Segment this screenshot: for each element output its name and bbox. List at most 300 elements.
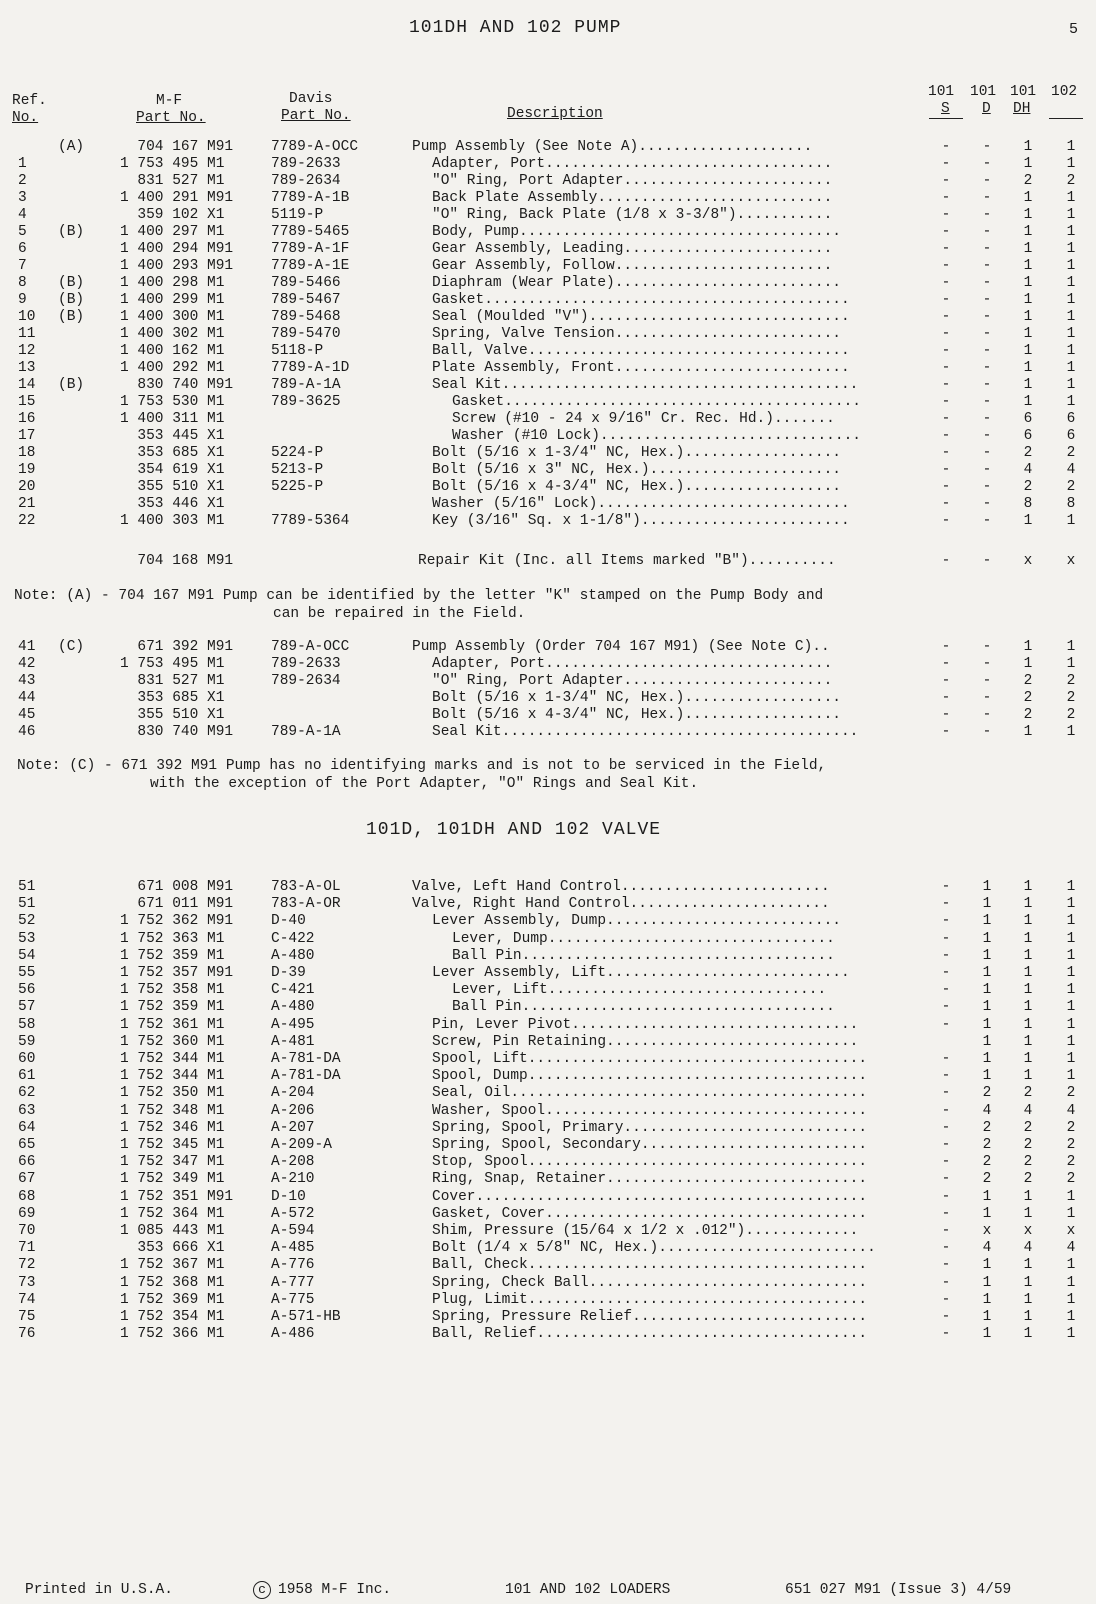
model-header-101s-bottom: S [941, 101, 950, 117]
qty-101dh: 1 [1023, 1326, 1033, 1343]
qty-101dh: 1 [1023, 1188, 1033, 1205]
qty-101s: - [941, 360, 951, 376]
qty-102: 1 [1066, 1205, 1076, 1222]
description: Valve, Right Hand Control....................... [412, 896, 830, 913]
qty-101s: - [941, 173, 951, 189]
davis-part-number: 7789-A-1E [271, 258, 350, 274]
qty-102: 1 [1066, 343, 1076, 359]
qty-101s: - [941, 428, 951, 444]
ref-number: 59 [18, 1033, 36, 1050]
ref-number: 2 [18, 173, 27, 189]
davis-part-number: A-206 [271, 1102, 315, 1119]
qty-101s: - [941, 1051, 951, 1067]
qty-101s: - [941, 1137, 951, 1153]
qty-101d: - [982, 673, 992, 689]
davis-part-number: 783-A-OR [271, 896, 341, 913]
mf-part-number: 830 740 M91 [120, 377, 234, 393]
qty-101dh: 8 [1023, 496, 1033, 512]
qty-101s: - [941, 1240, 951, 1257]
qty-102: 4 [1066, 462, 1076, 478]
mf-part-number: 1 753 530 M1 [120, 394, 225, 410]
model-header-102-top: 102 [1051, 84, 1078, 100]
table-row [0, 1017, 1096, 1034]
description: Screw, Pin Retaining............................. [432, 1033, 859, 1050]
model-header-101s-top: 101 [928, 84, 955, 100]
description: Diaphram (Wear Plate).......................... [432, 275, 841, 291]
mf-part-number: 353 445 X1 [120, 428, 225, 444]
qty-101d: - [982, 156, 992, 172]
qty-101s: - [941, 139, 951, 155]
ref-qualifier: (B) [58, 377, 85, 393]
mf-part-number: 1 752 348 M1 [120, 1102, 225, 1119]
mf-part-number: 353 685 X1 [120, 445, 225, 461]
qty-101d: 1 [982, 1274, 992, 1291]
ref-number: 54 [18, 947, 36, 964]
davis-part-number: 7789-5364 [271, 513, 350, 529]
description: Washer (#10 Lock).............................. [452, 428, 861, 444]
qty-101dh: 1 [1023, 896, 1033, 913]
ref-number: 19 [18, 462, 36, 478]
qty-101dh: 1 [1023, 360, 1033, 376]
description: Gear Assembly, Follow......................... [432, 258, 833, 274]
ref-number: 5 [18, 224, 27, 240]
table-row [0, 343, 1096, 360]
qty-101dh: 1 [1023, 1309, 1033, 1325]
ref-number: 51 [18, 879, 36, 895]
ref-number: 20 [18, 479, 36, 495]
qty-101s: - [941, 496, 951, 512]
qty-101d: 1 [982, 879, 992, 895]
qty-102: 1 [1066, 656, 1076, 672]
issue-number: 651 027 M91 (Issue 3) 4/59 [785, 1582, 1012, 1598]
qty-102: 1 [1066, 1051, 1076, 1067]
davis-part-number: A-208 [271, 1154, 315, 1171]
table-row [0, 1171, 1096, 1188]
qty-101d: 1 [982, 913, 992, 930]
ref-number: 7 [18, 258, 27, 274]
table-row [0, 1240, 1096, 1257]
description: Ball, Relief...................................... [432, 1326, 868, 1343]
description: Bolt (5/16 x 1-3/4" NC, Hex.).................. [432, 445, 841, 461]
qty-101d: - [982, 258, 992, 274]
davis-header-line2: Part No. [281, 108, 351, 124]
table-row [0, 1154, 1096, 1171]
qty-101s: - [941, 947, 951, 964]
qty-101dh: 2 [1023, 1137, 1033, 1153]
description: Lever, Dump................................. [452, 930, 835, 947]
davis-part-number: A-207 [271, 1119, 315, 1136]
davis-part-number: 5225-P [271, 479, 324, 495]
qty-101dh: 4 [1023, 1240, 1033, 1257]
table-row [0, 479, 1096, 496]
qty-101dh: 1 [1023, 1033, 1033, 1050]
qty-102: 1 [1066, 139, 1076, 155]
davis-part-number: A-486 [271, 1326, 315, 1343]
qty-101dh: 1 [1023, 982, 1033, 999]
table-row [0, 724, 1096, 741]
qty-101d: - [982, 241, 992, 257]
qty-101d: 1 [982, 1051, 992, 1067]
table-row [0, 241, 1096, 258]
qty-101d: - [982, 656, 992, 672]
description: "O" Ring, Back Plate (1/8 x 3-3/8")........... [432, 207, 833, 223]
davis-part-number: 5118-P [271, 343, 324, 359]
qty-101dh: 2 [1023, 690, 1033, 706]
description: "O" Ring, Port Adapter........................ [432, 173, 833, 189]
description: Seal (Moulded "V").............................. [432, 309, 850, 325]
description: Pump Assembly (See Note A).................... [412, 139, 813, 155]
ref-number: 74 [18, 1291, 36, 1308]
table-row [0, 326, 1096, 343]
qty-101s: - [941, 1205, 951, 1222]
model-header-101dh-top: 101 [1010, 84, 1037, 100]
mf-part-number: 1 752 344 M1 [120, 1068, 225, 1085]
qty-102: 1 [1066, 394, 1076, 410]
davis-part-number: A-209-A [271, 1137, 332, 1153]
ref-number: 53 [18, 930, 36, 947]
table-row [0, 428, 1096, 445]
qty-101s: - [941, 1102, 951, 1119]
qty-101dh: 1 [1023, 377, 1033, 393]
mf-part-number: 704 167 M91 [120, 139, 234, 155]
table-row [0, 1051, 1096, 1068]
mf-part-number: 1 752 346 M1 [120, 1119, 225, 1136]
printed-in-usa: Printed in U.S.A. [25, 1582, 173, 1598]
mf-part-number: 1 400 162 M1 [120, 343, 225, 359]
qty-101d: - [982, 190, 992, 206]
table-row [0, 1292, 1096, 1309]
qty-101dh: 4 [1023, 462, 1033, 478]
description: Plate Assembly, Front........................... [432, 360, 850, 376]
davis-part-number: 789-2633 [271, 156, 341, 172]
qty-101dh: 2 [1023, 479, 1033, 495]
qty-101d: - [982, 724, 992, 740]
ref-qualifier: (B) [58, 275, 85, 291]
qty-101d: - [982, 309, 992, 325]
mf-part-number: 353 685 X1 [120, 690, 225, 706]
ref-number: 46 [18, 724, 36, 740]
mf-part-number: 355 510 X1 [120, 479, 225, 495]
davis-part-number: A-775 [271, 1291, 315, 1308]
mf-part-number: 1 752 345 M1 [120, 1137, 225, 1153]
ref-number: 4 [18, 207, 27, 223]
qty-101d: - [982, 360, 992, 376]
ref-number: 11 [18, 326, 36, 342]
qty-101dh: 1 [1023, 292, 1033, 308]
qty-101s: - [941, 275, 951, 291]
qty-102: 2 [1066, 479, 1076, 495]
qty-102: 1 [1066, 207, 1076, 223]
mf-part-number: 1 752 350 M1 [120, 1085, 225, 1102]
description: Body, Pump..................................... [432, 224, 841, 240]
mf-part-number: 1 752 359 M1 [120, 947, 225, 964]
qty-102: 2 [1066, 1119, 1076, 1136]
qty-101s: - [941, 1068, 951, 1085]
qty-102: 1 [1066, 224, 1076, 240]
davis-part-number: A-480 [271, 947, 315, 964]
table-row [0, 292, 1096, 309]
table-row [0, 1068, 1096, 1085]
qty-101s: - [941, 999, 951, 1016]
qty-101d: - [982, 707, 992, 723]
qty-102: 1 [1066, 1188, 1076, 1205]
qty-102: 1 [1066, 896, 1076, 913]
mf-part-number: 354 619 X1 [120, 462, 225, 478]
table-row [0, 1189, 1096, 1206]
qty-101s: - [941, 1171, 951, 1188]
qty-102: 1 [1066, 913, 1076, 930]
ref-number: 71 [18, 1240, 36, 1257]
qty-102: 1 [1066, 1033, 1076, 1050]
description: Washer, Spool..................................... [432, 1102, 868, 1119]
table-row [0, 1206, 1096, 1223]
mf-header-line2: Part No. [136, 110, 206, 126]
qty-102: 1 [1066, 879, 1076, 895]
ref-number: 51 [18, 896, 36, 913]
mf-part-number: 1 753 495 M1 [120, 156, 225, 172]
table-row [0, 1085, 1096, 1102]
table-row [0, 982, 1096, 999]
qty-101s: - [941, 1188, 951, 1205]
qty-101s: - [941, 292, 951, 308]
description: Stop, Spool....................................... [432, 1154, 868, 1171]
table-row [0, 639, 1096, 656]
qty-102: x [1066, 1223, 1076, 1239]
qty-101dh: 1 [1023, 1291, 1033, 1308]
qty-101dh: 1 [1023, 913, 1033, 930]
description: Washer (5/16" Lock)............................. [432, 496, 850, 512]
copyright-text: 1958 M-F Inc. [278, 1582, 392, 1598]
davis-part-number: 783-A-OL [271, 879, 341, 895]
description: Bolt (5/16 x 4-3/4" NC, Hex.).................. [432, 707, 841, 723]
ref-number: 70 [18, 1223, 36, 1239]
davis-part-number: 7789-5465 [271, 224, 350, 240]
qty-101d: - [982, 445, 992, 461]
qty-101dh: x [1023, 1223, 1033, 1239]
qty-101dh: 1 [1023, 394, 1033, 410]
davis-part-number: A-204 [271, 1085, 315, 1102]
table-row [0, 1103, 1096, 1120]
qty-101s: - [941, 879, 951, 895]
davis-part-number: 7789-A-1B [271, 190, 350, 206]
qty-101d: 1 [982, 965, 992, 981]
repair-kit-row [0, 553, 1096, 570]
qty-101s: - [941, 445, 951, 461]
qty-101dh: 1 [1023, 343, 1033, 359]
qty-102: 6 [1066, 411, 1076, 427]
note-a-line1: Note: (A) - 704 167 M91 Pump can be identified by the letter "K" stamped on the Pump Body and [14, 588, 824, 604]
mf-part-number: 1 400 299 M1 [120, 292, 225, 308]
ref-number: 67 [18, 1171, 36, 1188]
table-row [0, 879, 1096, 896]
qty-102: 1 [1066, 377, 1076, 393]
qty-101dh: 1 [1023, 965, 1033, 981]
description: Ball, Valve..................................... [432, 343, 850, 359]
qty-101s: - [941, 326, 951, 342]
ref-number: 75 [18, 1309, 36, 1325]
qty-101dh: 1 [1023, 139, 1033, 155]
ref-number: 72 [18, 1257, 36, 1274]
qty-101s: - [941, 513, 951, 529]
davis-part-number: A-481 [271, 1033, 315, 1050]
qty-102: 2 [1066, 1085, 1076, 1102]
qty-101d: 1 [982, 1257, 992, 1274]
qty-101dh: 6 [1023, 411, 1033, 427]
ref-number: 68 [18, 1188, 36, 1205]
description: Pump Assembly (Order 704 167 M91) (See Note C).. [412, 639, 830, 655]
qty-102: 8 [1066, 496, 1076, 512]
qty-101s: - [941, 207, 951, 223]
description: Ring, Snap, Retainer.............................. [432, 1171, 868, 1188]
description: "O" Ring, Port Adapter........................ [432, 673, 833, 689]
qty-101d: 2 [982, 1154, 992, 1171]
qty-101d: - [982, 428, 992, 444]
qty-102: 4 [1066, 1102, 1076, 1119]
ref-number: 44 [18, 690, 36, 706]
qty-101d: 1 [982, 1326, 992, 1343]
mf-part-number: 1 400 294 M91 [120, 241, 234, 257]
qty-101dh: 1 [1023, 1257, 1033, 1274]
table-row [0, 948, 1096, 965]
note-c-line1: Note: (C) - 671 392 M91 Pump has no identifying marks and is not to be serviced in the Field, [17, 758, 827, 774]
description: Seal Kit......................................... [432, 377, 859, 393]
description: Seal, Oil......................................... [432, 1085, 868, 1102]
qty-102: 2 [1066, 673, 1076, 689]
qty-101s: - [941, 479, 951, 495]
qty-102: 1 [1066, 190, 1076, 206]
qty-101s: - [941, 1223, 951, 1239]
description: Key (3/16" Sq. x 1-1/8")........................ [432, 513, 850, 529]
qty-102: 1 [1066, 292, 1076, 308]
valve-section-title: 101D, 101DH AND 102 VALVE [366, 820, 662, 840]
repair-kit-qty-101s: - [941, 553, 951, 569]
mf-part-number: 359 102 X1 [120, 207, 225, 223]
qty-102: 2 [1066, 173, 1076, 189]
ref-number: 63 [18, 1102, 36, 1119]
mf-part-number: 1 752 366 M1 [120, 1326, 225, 1343]
table-row [0, 1326, 1096, 1343]
qty-101dh: 1 [1023, 156, 1033, 172]
qty-101s: - [941, 462, 951, 478]
qty-101d: 1 [982, 896, 992, 913]
qty-101d: - [982, 275, 992, 291]
table-row [0, 1034, 1096, 1051]
qty-101d: - [982, 207, 992, 223]
qty-101s: - [941, 1085, 951, 1102]
qty-101dh: 1 [1023, 1068, 1033, 1085]
davis-part-number: 789-5466 [271, 275, 341, 291]
qty-101d: - [982, 690, 992, 706]
mf-part-number: 830 740 M91 [120, 724, 234, 740]
qty-101dh: 2 [1023, 173, 1033, 189]
ref-number: 16 [18, 411, 36, 427]
mf-part-number: 1 752 362 M91 [120, 913, 234, 930]
description: Bolt (1/4 x 5/8" NC, Hex.)......................... [432, 1240, 876, 1257]
mf-part-number: 1 400 300 M1 [120, 309, 225, 325]
mf-part-number: 1 752 358 M1 [120, 982, 225, 999]
ref-qualifier: (A) [58, 139, 85, 155]
qty-101d: - [982, 513, 992, 529]
qty-102: 1 [1066, 724, 1076, 740]
table-row [0, 1120, 1096, 1137]
qty-101dh: 1 [1023, 1051, 1033, 1067]
davis-part-number: A-571-HB [271, 1309, 341, 1325]
mf-part-number: 1 752 344 M1 [120, 1051, 225, 1067]
qty-101s: - [941, 930, 951, 947]
qty-101s: - [941, 1309, 951, 1325]
qty-101s: - [941, 965, 951, 981]
qty-101d: 1 [982, 1068, 992, 1085]
qty-101d: - [982, 377, 992, 393]
davis-part-number: A-777 [271, 1274, 315, 1291]
repair-kit-qty-101dh: x [1023, 553, 1033, 569]
qty-101d: 1 [982, 1016, 992, 1033]
ref-qualifier: (B) [58, 292, 85, 308]
qty-102: 1 [1066, 241, 1076, 257]
qty-101d: 1 [982, 1188, 992, 1205]
description: Pin, Lever Pivot................................. [432, 1016, 859, 1033]
qty-101dh: 1 [1023, 999, 1033, 1016]
qty-101d: 1 [982, 930, 992, 947]
ref-number: 12 [18, 343, 36, 359]
repair-kit-qty-102: x [1066, 553, 1076, 569]
qty-101dh: 1 [1023, 309, 1033, 325]
qty-101dh: 2 [1023, 1119, 1033, 1136]
qty-101d: 2 [982, 1119, 992, 1136]
model-header-101d-top: 101 [970, 84, 997, 100]
davis-part-number: 789-A-OCC [271, 639, 350, 655]
description: Ball Pin.................................... [452, 999, 835, 1016]
ref-number: 58 [18, 1016, 36, 1033]
mf-part-number: 1 752 349 M1 [120, 1171, 225, 1188]
qty-102: 1 [1066, 1309, 1076, 1325]
qty-101s: - [941, 690, 951, 706]
qty-101d: 2 [982, 1085, 992, 1102]
description: Cover............................................. [432, 1188, 868, 1205]
ref-number: 1 [18, 156, 27, 172]
table-row [0, 673, 1096, 690]
davis-part-number: 7789-A-1F [271, 241, 350, 257]
ref-number: 13 [18, 360, 36, 376]
qty-102: 1 [1066, 1274, 1076, 1291]
table-row [0, 896, 1096, 913]
mf-part-number: 1 400 311 M1 [120, 411, 225, 427]
qty-101dh: 1 [1023, 224, 1033, 240]
qty-101s: - [941, 673, 951, 689]
qty-101dh: 1 [1023, 258, 1033, 274]
description: Spool, Lift....................................... [432, 1051, 868, 1067]
table-row [0, 513, 1096, 530]
mf-part-number: 1 752 347 M1 [120, 1154, 225, 1171]
qty-101s: - [941, 724, 951, 740]
qty-101dh: 1 [1023, 1205, 1033, 1222]
qty-101d: - [982, 224, 992, 240]
table-row [0, 173, 1096, 190]
description: Seal Kit......................................... [432, 724, 859, 740]
qty-101s: - [941, 639, 951, 655]
qty-101d: 1 [982, 1205, 992, 1222]
davis-part-number: C-422 [271, 930, 315, 947]
qty-101s: - [941, 1326, 951, 1343]
ref-header-line1: Ref. [12, 93, 47, 109]
mf-part-number: 1 752 361 M1 [120, 1016, 225, 1033]
qty-101d: - [982, 496, 992, 512]
mf-part-number: 353 446 X1 [120, 496, 225, 512]
qty-101s: - [941, 224, 951, 240]
qty-101dh: 1 [1023, 879, 1033, 895]
davis-part-number: 789-5468 [271, 309, 341, 325]
qty-102: 1 [1066, 639, 1076, 655]
